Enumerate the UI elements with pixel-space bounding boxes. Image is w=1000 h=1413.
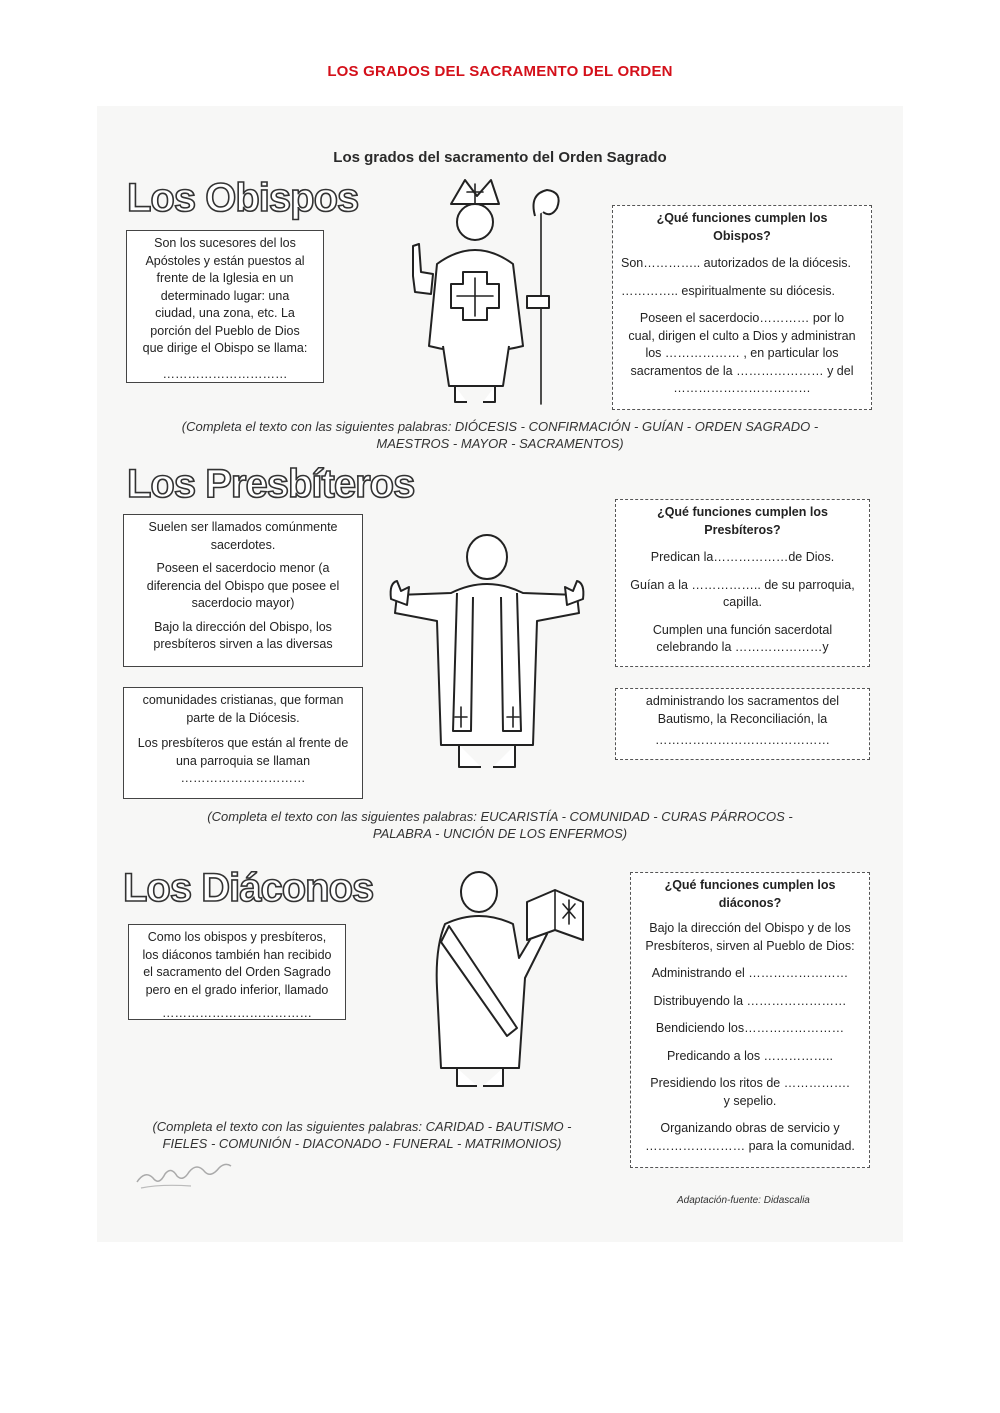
diaconos-answer-line: Administrando el …………………… xyxy=(651,966,849,980)
obispos-answer-line: ………….. espiritualmente su diócesis. xyxy=(621,283,835,298)
bishop-illustration xyxy=(403,176,563,408)
instruction-line: FIELES - COMUNIÓN - DIACONADO - FUNERAL - MATRIMONIOS) xyxy=(162,1136,562,1151)
presbiteros-instruction xyxy=(137,808,863,842)
page-title: LOS GRADOS DEL SACRAMENTO DEL ORDEN xyxy=(327,63,673,80)
presbiteros-answer-line: capilla. xyxy=(723,595,762,609)
presbiteros-info-line: sacerdocio mayor) xyxy=(191,596,295,610)
presbiteros-answer-blank: ………………………… xyxy=(180,771,306,785)
presbiteros-functions-box-2 xyxy=(615,688,870,760)
obispos-functions-box xyxy=(612,205,872,410)
obispos-info-line: que dirige el Obispo se llama: xyxy=(142,341,308,355)
presbiteros-info-line: presbíteros sirven a las diversas xyxy=(153,637,333,651)
worksheet-title: Los grados del sacramento del Orden Sagrado xyxy=(333,149,667,166)
instruction-line: (Completa el texto con las siguientes palabras: CARIDAD - BAUTISMO - xyxy=(152,1119,572,1134)
diaconos-instruction xyxy=(117,1118,607,1152)
diaconos-answer-line: Predicando a los …………….. xyxy=(666,1048,834,1063)
presbiteros-info-box-2 xyxy=(123,687,363,799)
instruction-line: (Completa el texto con las siguientes palabras: EUCARISTÍA - COMUNIDAD - CURAS PÁRROCOS - xyxy=(207,809,793,824)
instruction-line: MAESTROS - MAYOR - SACRAMENTOS) xyxy=(376,436,624,451)
obispos-question: ¿Qué funciones cumplen los xyxy=(656,211,828,225)
presbiteros-question: Presbíteros? xyxy=(704,522,781,537)
diaconos-functions-box xyxy=(630,872,870,1168)
presbiteros-question: ¿Qué funciones cumplen los xyxy=(657,505,828,519)
presbiteros-answer-line: celebrando la …………………y xyxy=(656,640,829,654)
obispos-answer-line: Poseen el sacerdocio………… por lo xyxy=(639,311,845,325)
diaconos-answer-line: y sepelio. xyxy=(723,1093,777,1108)
presbiteros-info-line: Poseen el sacerdocio menor (a xyxy=(156,561,330,575)
obispos-info-line: Apóstoles y están puestos al xyxy=(145,253,305,268)
obispos-answer-line: sacramentos de la ………………… y del xyxy=(630,363,854,378)
obispos-answer-line: los ……………… , en particular los xyxy=(645,346,839,360)
obispos-question: Obispos? xyxy=(713,228,771,243)
diaconos-info-line: los diáconos también han recibido xyxy=(142,947,332,962)
diaconos-answer-line: Bendiciendo los…………………… xyxy=(655,1021,845,1035)
instruction-line: (Completa el texto con las siguientes palabras: DIÓCESIS - CONFIRMACIÓN - GUÍAN - ORDEN SAGRADO - xyxy=(181,419,819,434)
obispos-answer-line: Son………….. autorizados de la diócesis. xyxy=(621,256,851,270)
obispos-answer-line: cual, dirigen el culto a Dios y administran xyxy=(628,328,856,343)
presbiteros-info-line: parte de la Diócesis. xyxy=(186,710,300,725)
diaconos-info-line: pero en el grado inferior, llamado xyxy=(145,982,329,997)
presbiteros-info-line: Los presbíteros que están al frente de xyxy=(137,736,349,750)
obispos-info-line: frente de la Iglesia en un xyxy=(156,271,294,285)
diaconos-info-line: Como los obispos y presbíteros, xyxy=(147,930,327,944)
instruction-line: PALABRA - UNCIÓN DE LOS ENFERMOS) xyxy=(372,826,628,841)
presbiteros-info-line: Suelen ser llamados comúnmente xyxy=(148,520,338,534)
presbiteros-answer-line: …………………………………… xyxy=(655,733,830,747)
obispos-answer-blank: ………………………… xyxy=(162,366,288,381)
obispos-info-line: ciudad, una zona, etc. La xyxy=(155,306,295,320)
worksheet xyxy=(97,106,903,1242)
obispos-info-line: Son los sucesores del los xyxy=(154,236,296,250)
obispos-info-box xyxy=(126,230,324,383)
source-credit: Adaptación-fuente: Didascalia xyxy=(677,1195,810,1206)
diaconos-answer-line: Distribuyendo la …………………… xyxy=(653,993,847,1008)
presbiteros-info-box xyxy=(123,514,363,667)
presbiteros-answer-line: Bautismo, la Reconciliación, la xyxy=(657,711,828,726)
diaconos-answer-line: Presbíteros, sirven al Pueblo de Dios: xyxy=(645,938,855,953)
diaconos-heading: Los Diáconos xyxy=(123,866,374,910)
deacon-illustration xyxy=(427,868,592,1093)
priest-illustration xyxy=(387,531,587,776)
diaconos-answer-line: Organizando obras de servicio y xyxy=(660,1121,840,1135)
presbiteros-heading: Los Presbíteros xyxy=(127,462,415,506)
diaconos-answer-line: Presidiendo los ritos de ……………. xyxy=(650,1076,850,1090)
presbiteros-info-line: sacerdotes. xyxy=(210,537,276,552)
presbiteros-functions-box xyxy=(615,499,870,667)
diaconos-answer-line: Bajo la dirección del Obispo y de los xyxy=(649,921,851,935)
diaconos-answer-blank: ……………………………… xyxy=(162,1006,312,1020)
diaconos-question: diáconos? xyxy=(718,895,782,910)
obispos-info-line: porción del Pueblo de Dios xyxy=(150,323,300,338)
diaconos-info-box xyxy=(128,924,346,1020)
presbiteros-info-line: una parroquia se llaman xyxy=(175,753,311,768)
presbiteros-info-line: Bajo la dirección del Obispo, los xyxy=(154,619,332,634)
presbiteros-answer-line: Predican la………………de Dios. xyxy=(650,550,835,564)
presbiteros-info-line: diferencia del Obispo que posee el xyxy=(146,578,340,593)
obispos-answer-line: …………………………… xyxy=(673,381,811,395)
presbiteros-info-line: comunidades cristianas, que forman xyxy=(142,693,344,707)
presbiteros-answer-line: administrando los sacramentos del xyxy=(645,694,840,708)
diaconos-answer-line: …………………… para la comunidad. xyxy=(645,1138,855,1153)
presbiteros-answer-line: Guían a la …………….. de su parroquia, xyxy=(630,577,855,592)
signature-scribble xyxy=(131,1152,241,1196)
diaconos-question: ¿Qué funciones cumplen los xyxy=(664,878,836,892)
obispos-heading: Los Obispos xyxy=(127,176,359,220)
presbiteros-answer-line: Cumplen una función sacerdotal xyxy=(652,622,833,637)
obispos-instruction xyxy=(117,418,883,452)
diaconos-info-line: el sacramento del Orden Sagrado xyxy=(143,965,331,979)
obispos-info-line: determinado lugar: una xyxy=(160,288,290,303)
